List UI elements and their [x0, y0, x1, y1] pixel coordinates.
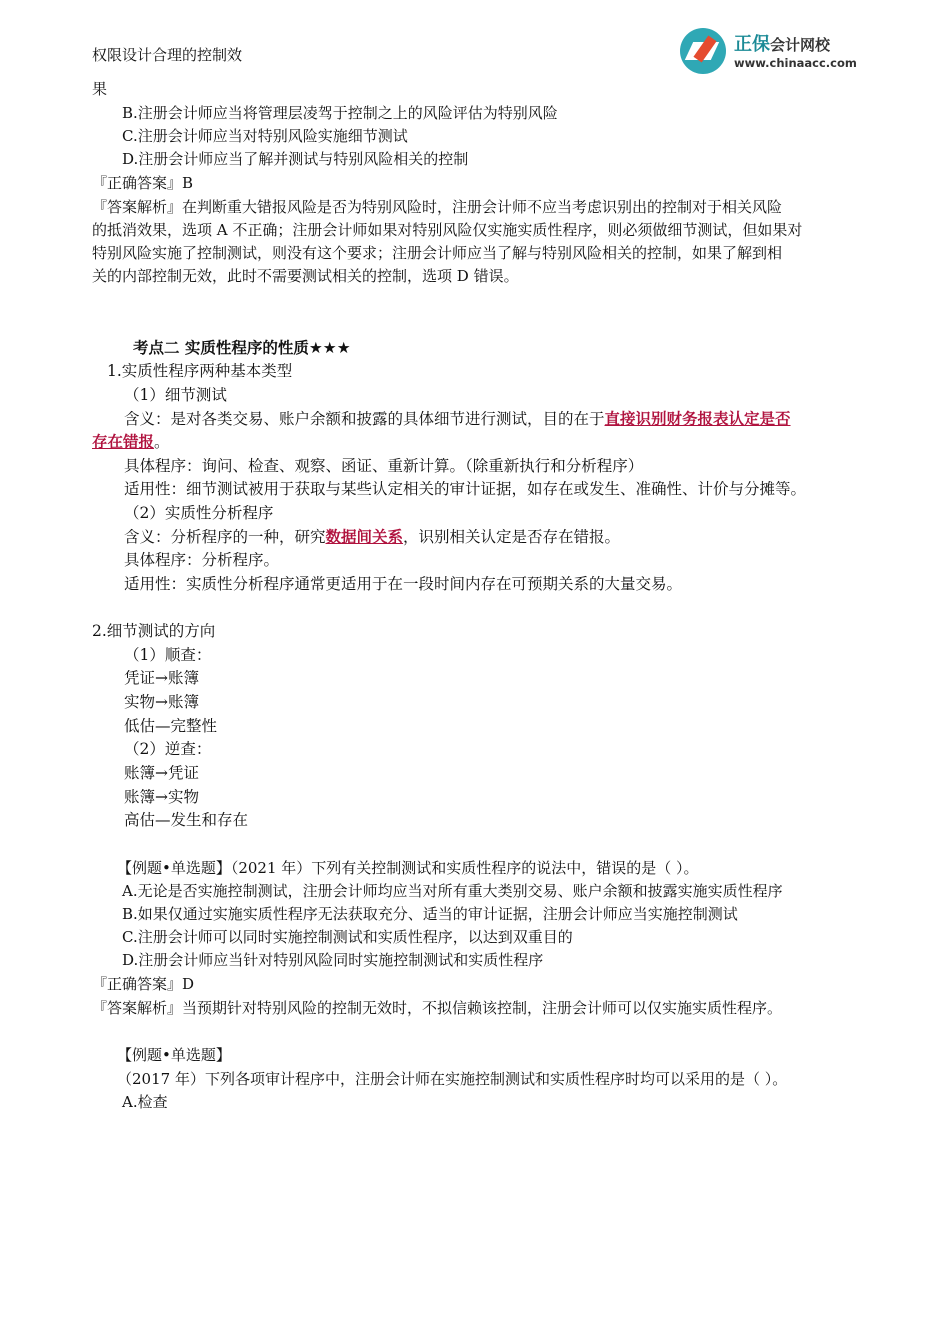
logo-name: 正保会计网校 [734, 34, 831, 55]
sub-heading: （2）实质性分析程序 [124, 504, 274, 522]
sub-heading: （1）细节测试 [124, 386, 227, 404]
section-heading: 考点二 实质性程序的性质★★★ [133, 339, 351, 357]
list-item: 账簿→实物 [124, 788, 199, 806]
option-b: B.如果仅通过实施实质性程序无法获取充分、适当的审计证据，注册会计师应当实施控制测试 [122, 905, 738, 923]
correct-answer: 『正确答案』B [92, 174, 194, 192]
option-c: C.注册会计师可以同时实施控制测试和实质性程序，以达到双重目的 [122, 928, 573, 946]
list-item: 高估—发生和存在 [124, 811, 249, 829]
option-d: D.注册会计师应当针对特别风险同时实施控制测试和实质性程序 [122, 951, 544, 969]
answer-analysis-line: 『答案解析』在判断重大错报风险是否为特别风险时，注册会计师不应当考虑识别出的控制对于相关风险 [92, 198, 783, 216]
option-d: D.注册会计师应当了解并测试与特别风险相关的控制 [122, 150, 469, 168]
answer-analysis-line: 关的内部控制无效，此时不需要测试相关的控制，选项 D 错误。 [92, 267, 519, 285]
sub-heading: （2）逆查： [124, 740, 212, 758]
question-stem: （2017 年）下列各项审计程序中，注册会计师在实施控制测试和实质性程序时均可以采用的是（ ）。 [117, 1070, 788, 1088]
highlight-term: 数据间关系 [325, 528, 404, 546]
list-item: 低估—完整性 [124, 717, 218, 735]
logo-emblem-icon [680, 28, 726, 74]
paragraph: 适用性：实质性分析程序通常更适用于在一段时间内存在可预期关系的大量交易。 [124, 575, 683, 593]
correct-answer: 『正确答案』D [92, 975, 195, 993]
paragraph: 具体程序：分析程序。 [124, 551, 280, 569]
list-item: 凭证→账簿 [124, 669, 199, 687]
question-title: 【例题•单选题】 [117, 1046, 231, 1064]
paragraph: 适用性：细节测试被用于获取与某些认定相关的审计证据，如存在或发生、准确性、计价与分摊等。 [124, 480, 807, 498]
answer-analysis-line: 的抵消效果，选项 A 不正确；注册会计师如果对特别风险仅实施实质性程序，则必须做细节测试，但如果对 [92, 221, 803, 239]
answer-analysis: 『答案解析』当预期针对特别风险的控制无效时，不拟信赖该控制，注册会计师可以仅实施实质性程序。 [92, 999, 783, 1017]
highlight-term: 存在错报 [92, 433, 155, 451]
chinaacc-logo [680, 28, 870, 78]
highlight-term: 直接识别财务报表认定是否 [604, 410, 791, 428]
list-item: 账簿→凭证 [124, 764, 199, 782]
option-continuation: 果 [92, 80, 108, 98]
definition: 含义：分析程序的一种，研究数据间关系，识别相关认定是否存在错报。 [124, 528, 621, 546]
paragraph: 1.实质性程序两种基本类型 [107, 362, 293, 380]
option-a: A.检查 [122, 1093, 168, 1111]
question-stem: 【例题•单选题】（2021 年）下列有关控制测试和实质性程序的说法中，错误的是（ ）。 [117, 859, 699, 877]
paragraph: 具体程序：询问、检查、观察、函证、重新计算。（除重新执行和分析程序） [124, 457, 644, 475]
paragraph: 2.细节测试的方向 [92, 622, 216, 640]
option-b: B.注册会计师应当将管理层凌驾于控制之上的风险评估为特别风险 [122, 104, 558, 122]
definition: 含义：是对各类交易、账户余额和披露的具体细节进行测试，目的在于直接识别财务报表认定是否 [124, 410, 791, 428]
sub-heading: （1）顺查： [124, 646, 212, 664]
answer-analysis-line: 特别风险实施了控制测试，则没有这个要求；注册会计师应当了解与特别风险相关的控制，如果了解到相 [92, 244, 783, 262]
cut-off-line: 权限设计合理的控制效 [92, 46, 243, 64]
option-c: C.注册会计师应当对特别风险实施细节测试 [122, 127, 408, 145]
list-item: 实物→账簿 [124, 693, 199, 711]
option-a: A.无论是否实施控制测试，注册会计师均应当对所有重大类别交易、账户余额和披露实施实质性程序 [122, 882, 783, 900]
logo-url: www.chinaacc.com [734, 56, 857, 70]
definition-continuation: 存在错报。 [92, 433, 170, 451]
